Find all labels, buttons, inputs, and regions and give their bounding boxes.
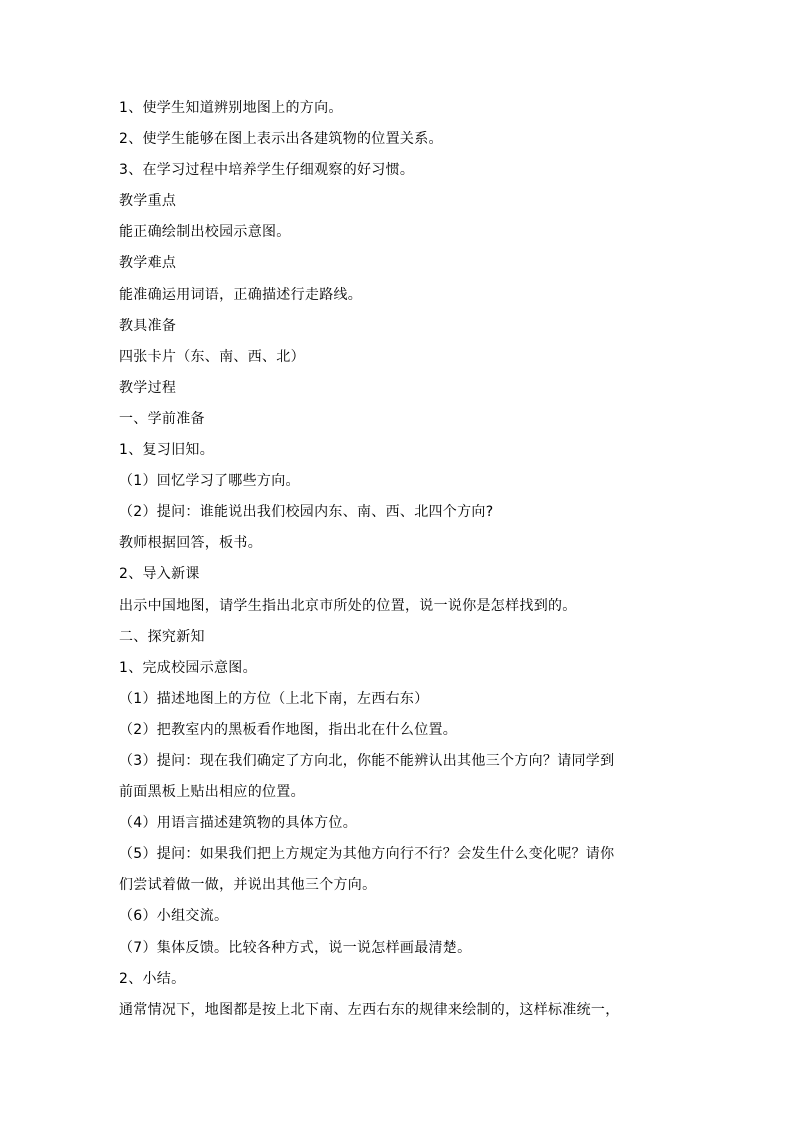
summary-text: 通常情况下，地图都是按上北下南、左西右东的规律来绘制的，这样标准统一， (119, 1001, 620, 1018)
heading-difficulties: 教学难点 (119, 255, 177, 272)
section-1-heading: 一、学前准备 (119, 410, 205, 427)
heading-process: 教学过程 (119, 379, 177, 396)
heading-key-points: 教学重点 (119, 193, 177, 210)
step-summary: 2、小结。 (119, 970, 186, 987)
map-item-3-cont: 前面黑板上贴出相应的位置。 (119, 784, 305, 801)
map-item-1: （1）描述地图上的方位（上北下南，左西右东） (119, 690, 429, 707)
map-item-2: （2）把教室内的黑板看作地图，指出北在什么位置。 (119, 721, 458, 738)
objective-3: 3、在学习过程中培养学生仔细观察的好习惯。 (119, 162, 415, 179)
difficulties-text: 能准确运用词语，正确描述行走路线。 (119, 286, 363, 303)
intro-text: 出示中国地图，请学生指出北京市所处的位置，说一说你是怎样找到的。 (119, 597, 577, 614)
review-item-2: （2）提问：谁能说出我们校园内东、南、西、北四个方向? (119, 504, 494, 521)
objective-2: 2、使学生能够在图上表示出各建筑物的位置关系。 (119, 131, 443, 148)
document-body (119, 93, 689, 1026)
map-item-5-cont: 们尝试着做一做，并说出其他三个方向。 (119, 877, 377, 894)
section-2-heading: 二、探究新知 (119, 628, 205, 645)
materials-text: 四张卡片（东、南、西、北） (119, 348, 305, 365)
map-item-4: （4）用语言描述建筑物的具体方位。 (119, 815, 358, 832)
step-campus-map: 1、完成校园示意图。 (119, 659, 257, 676)
step-review: 1、复习旧知。 (119, 442, 215, 459)
step-intro: 2、导入新课 (119, 566, 200, 583)
review-item-1: （1）回忆学习了哪些方向。 (119, 473, 300, 490)
teacher-note: 教师根据回答，板书。 (119, 535, 262, 552)
key-points-text: 能正确绘制出校园示意图。 (119, 224, 291, 241)
objective-1: 1、使学生知道辨别地图上的方向。 (119, 100, 343, 116)
heading-materials: 教具准备 (119, 317, 177, 334)
map-item-3: （3）提问：现在我们确定了方向北，你能不能辨认出其他三个方向？请同学到 (119, 752, 615, 769)
map-item-6: （6）小组交流。 (119, 908, 229, 925)
map-item-7: （7）集体反馈。比较各种方式，说一说怎样画最清楚。 (119, 939, 472, 956)
map-item-5: （5）提问：如果我们把上方规定为其他方向行不行？会发生什么变化呢？请你 (119, 846, 615, 863)
